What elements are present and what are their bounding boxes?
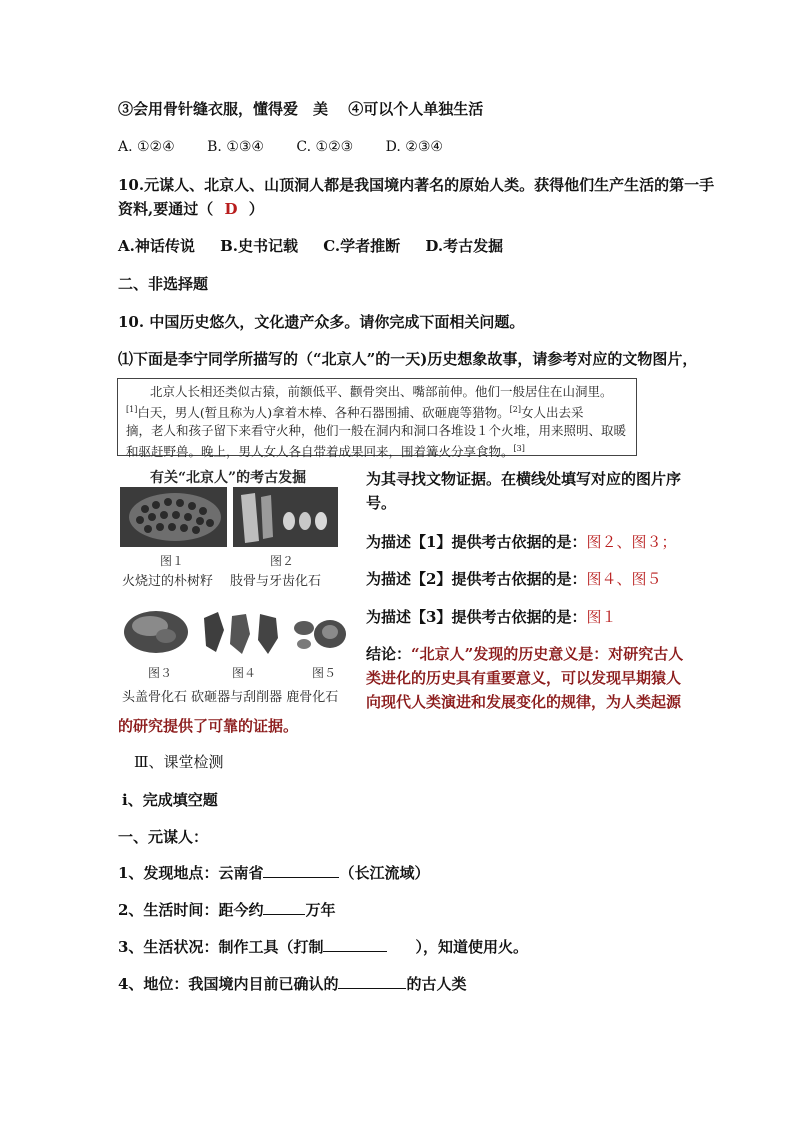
story-mark-2: [2] (509, 405, 521, 414)
fill-4 (118, 973, 466, 994)
fig1-image (120, 487, 227, 547)
story-mark-3: [3] (513, 444, 525, 454)
desc1-label: 为描述【1】提供考古依据的是： (366, 533, 587, 551)
q9-statement-line: ③会用骨针缝衣服，懂得爱 美 ④可以个人单独生活 (118, 100, 484, 118)
q10-option-a: A.神话传说 (118, 237, 195, 255)
desc2-label: 为描述【2】提供考古依据的是： (366, 570, 587, 588)
fill4-prefix: 4、地位：我国境内目前已确认的 (118, 975, 339, 993)
story-mark-1: [1] (126, 405, 138, 414)
story-line-3: 摘，老人和孩子留下来看守火种，他们一般在洞内和洞口各堆设１个火堆，用来照明、取暖 (126, 423, 627, 439)
fig2-image (233, 487, 338, 547)
yuanmou-title: 一、元谋人： (118, 828, 209, 846)
fill2-suffix: 万年 (305, 901, 336, 919)
story-line-2a: 白天，男人(暂且称为人)拿着木棒、各种石器围捕、砍砸鹿等猎物。 (137, 405, 510, 421)
conclusion-line4: 的研究提供了可靠的证据。 (118, 717, 299, 735)
q9-options (118, 137, 471, 157)
fig2-caption: 肢骨与牙齿化石 (230, 574, 322, 589)
q10-question-line1: 10.元谋人、北京人、山顶洞人都是我国境内著名的原始人类。获得他们生产生活的第一手 (118, 176, 715, 194)
desc3-label: 为描述【3】提供考古依据的是： (366, 608, 587, 626)
story-line-2 (126, 401, 628, 422)
q9-option-a: A. ①②④ (118, 139, 175, 155)
q10-option-c: C.学者推断 (323, 237, 401, 255)
fill3-suffix: ），知道使用火。 (415, 938, 528, 956)
conclusion-text-1: “北京人”发现的历史意义是：对研究古人 (411, 645, 684, 663)
q10-options (118, 236, 503, 256)
fill1-prefix: 1、发现地点：云南省 (118, 864, 264, 882)
q9-option-b: B. ①③④ (207, 139, 264, 155)
photos-title: 有关“北京人”的考古发掘 (150, 470, 307, 486)
desc1-row (366, 529, 676, 555)
fill4-suffix: 的古人类 (406, 975, 467, 993)
fig5-image (290, 610, 350, 658)
q10b-subquestion-1: ⑴下面是李宁同学所描写的（“北京人”的一天)历史想象故事，请参考对应的文物图片， (118, 350, 698, 368)
story-line-2b: 女人出去采 (520, 405, 584, 421)
fig4-label: 图４ (232, 666, 257, 680)
story-line-4-text: 和驱赶野兽。晚上，男人女人各自带着成果回来，围着篝火分享食物。 (126, 444, 514, 460)
q10-answer: D (224, 200, 238, 218)
fig1-label: 图１ (160, 554, 185, 568)
desc3-row (366, 604, 616, 630)
story-box (117, 378, 637, 460)
fill-1 (118, 862, 429, 883)
fill-3 (118, 936, 528, 957)
desc1-answer: 图２、图３； (586, 533, 677, 551)
q10-option-d: D.考古发掘 (425, 237, 504, 255)
section3-title: Ⅲ、课堂检测 (134, 753, 224, 771)
section2-title: 二、非选择题 (118, 275, 209, 293)
right-intro-line1: 为其寻找文物证据。在横线处填写对应的图片序 (366, 470, 682, 488)
conclusion-label: 结论： (366, 645, 412, 663)
fig3-5-caption: 头盖骨化石 砍砸器与刮削器 鹿骨化石 (122, 690, 339, 705)
q9-option-c: C. ①②③ (296, 139, 354, 155)
fill3-prefix: 3、生活状况：制作工具（打制 (118, 938, 324, 956)
story-line-4 (126, 440, 628, 461)
q10b-question: 10. 中国历史悠久，文化遗产众多。请你完成下面相关问题。 (118, 313, 525, 331)
conclusion-line1 (366, 641, 683, 667)
conclusion-line3: 向现代人类演进和发展变化的规律，为人类起源 (366, 693, 682, 711)
fill1-suffix: （长江流域） (339, 864, 430, 882)
q10-question-text: 资料,要通过（ (118, 200, 214, 218)
fill3-blank[interactable] (323, 936, 387, 952)
sub-i-title: ⅰ、完成填空题 (122, 791, 218, 809)
fig4-image (198, 608, 286, 658)
fill1-blank[interactable] (263, 862, 339, 878)
fill2-prefix: 2、生活时间：距今约 (118, 901, 264, 919)
desc2-answer: 图４、图５ (586, 570, 662, 588)
conclusion-line2: 类进化的历史具有重要意义，可以发现早期猿人 (366, 669, 682, 687)
desc3-answer: 图１ (586, 608, 617, 626)
q9-option-d: D. ②③④ (385, 139, 443, 155)
q10-close-paren: ） (248, 200, 264, 218)
fill4-blank[interactable] (338, 973, 406, 989)
fill-2 (118, 899, 335, 920)
q10-question-line2 (118, 199, 264, 219)
story-line-1: 北京人长相还类似古猿，前额低平、颧骨突出、嘴部前伸。他们一般居住在山洞里。 (150, 384, 613, 399)
fig2-label: 图２ (270, 554, 295, 568)
q10-option-b: B.史书记载 (220, 237, 299, 255)
right-intro-line2: 号。 (366, 494, 397, 512)
fig1-caption: 火烧过的朴树籽 (122, 574, 214, 589)
fill2-blank[interactable] (263, 899, 305, 915)
fig5-label: 图５ (312, 666, 337, 680)
desc2-row (366, 566, 661, 592)
fig3-image (120, 606, 190, 658)
fig3-label: 图３ (148, 666, 173, 680)
